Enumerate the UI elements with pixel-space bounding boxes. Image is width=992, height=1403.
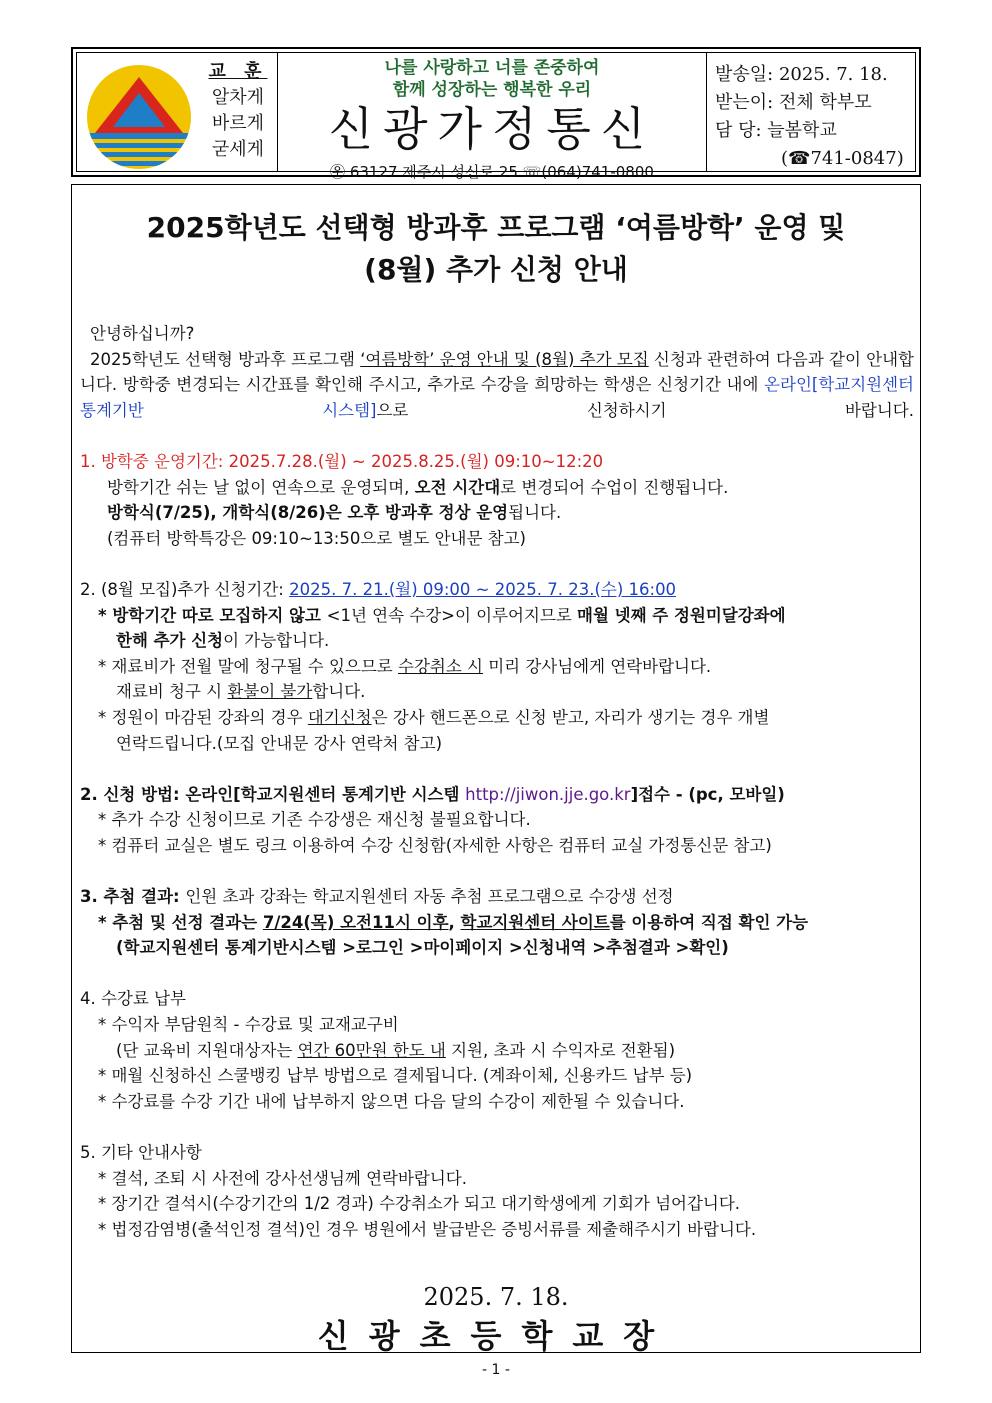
section-2-bullet-cont xyxy=(80,628,914,654)
text: 재료비 청구 시 xyxy=(116,682,228,702)
text: (단 교육비 지원대상자는 xyxy=(116,1040,298,1060)
jiwon-link[interactable]: http://jiwon.jje.go.kr xyxy=(465,784,631,804)
section-6-heading: 5. 기타 안내사항 xyxy=(80,1143,202,1162)
text: , xyxy=(448,912,461,932)
text: 2. 신청 방법: 온라인[학교지원센터 통계기반 시스템 xyxy=(80,784,466,804)
text: * 정원이 마감된 강좌의 경우 xyxy=(98,707,308,727)
manager-tel: (☎741-0847) xyxy=(781,148,904,169)
text: <1년 연속 수강>이 이루어지므로 xyxy=(326,605,578,625)
section-6-bullet: * 법정감염병(출석인정 결석)인 경우 병원에서 발급받은 증빙서류를 제출해주시기 바랍니다. xyxy=(98,1219,757,1239)
text: 학교지원센터 사이트 xyxy=(460,912,610,932)
text: 대기신청 xyxy=(307,707,372,727)
section-1-line: (컴퓨터 방학특강은 09:10~13:50으로 별도 안내문 참고) xyxy=(107,528,526,548)
section-2-bullet xyxy=(80,705,914,731)
section-2-bullet-cont: 연락드립니다.(모집 안내문 강사 연락처 참고) xyxy=(116,733,443,753)
motto-item: 굳세게 xyxy=(211,139,265,160)
page-number: - 1 - xyxy=(482,1362,510,1378)
section-6-bullet: * 장기간 결석시(수강기간의 1/2 경과) 수강취소가 되고 대기학생에게 기회가 넘어갑니다. xyxy=(98,1194,741,1214)
header-info xyxy=(707,53,915,171)
intro-text: 신청과 관련하여 다음과 같이 안내합니다. 방학중 변경되는 시간표를 확인해 주시고, 추가로 수강을 희망하는 학생은 신청기간 내에 xyxy=(80,349,914,395)
section-1-line xyxy=(80,475,914,501)
section-5-bullet-cont xyxy=(80,1038,914,1064)
section-2-bullet-cont xyxy=(80,679,914,705)
section-4-heading xyxy=(80,884,914,910)
document-body xyxy=(71,184,921,1353)
text: 이 가능합니다. xyxy=(223,631,330,651)
text: 지원, 초과 시 수익자로 전환됨) xyxy=(445,1040,676,1060)
school-logo xyxy=(85,63,193,171)
header-center xyxy=(278,53,707,181)
text: 방학기간 쉬는 날 없이 연속으로 운영되며, xyxy=(107,477,415,497)
section-4-bullet xyxy=(80,910,914,936)
section-4-path: (학교지원센터 통계기반시스템 >로그인 >마이페이지 >신청내역 >추첨결과 >확인) xyxy=(116,938,729,958)
text: ]접수 - (pc, 모바일) xyxy=(630,784,785,804)
greeting: 안녕하십니까? xyxy=(90,324,195,343)
school-motto xyxy=(205,59,271,163)
text: 합니다. xyxy=(312,682,366,702)
section-3-bullet: * 컴퓨터 교실은 별도 링크 이용하여 수강 신청함(자세한 사항은 컴퓨터 교실 가정통신문 참고) xyxy=(98,835,772,855)
intro-highlight: ‘여름방학’ 운영 안내 및 (8월) 추가 모집 xyxy=(360,349,649,369)
text: 수강취소 시 xyxy=(398,656,483,676)
motto-item: 바르게 xyxy=(211,113,265,134)
section-6-bullet: * 결석, 조퇴 시 사전에 강사선생님께 연락바랍니다. xyxy=(98,1168,467,1188)
principal-signature: 신광초등학교장 xyxy=(317,1317,675,1355)
text: 7/24(목) 오전11시 이후 xyxy=(262,912,449,932)
motto-item: 알차게 xyxy=(211,87,265,108)
text: 연간 60만원 한도 내 xyxy=(297,1040,446,1060)
text: 환불이 불가 xyxy=(227,682,313,702)
text: 됩니다. xyxy=(508,503,562,523)
newsletter-title: 신광가정통신 xyxy=(328,102,656,156)
title-line: 2025학년도 선택형 방과후 프로그램 ‘여름방학’ 운영 및 xyxy=(146,211,846,244)
recipient: 받는이: 전체 학부모 xyxy=(715,92,872,113)
section-5-bullet: * 수강료를 수강 기간 내에 납부하지 않으면 다음 달의 수강이 제한될 수 있습니다. xyxy=(98,1091,685,1111)
text: 매월 넷째 주 정원미달강좌에 xyxy=(577,605,786,625)
section-1-line xyxy=(80,500,914,526)
title-line: (8월) 추가 신청 안내 xyxy=(364,253,628,286)
section-2-heading xyxy=(80,577,914,603)
text: 를 이용하여 직접 확인 가능 xyxy=(609,912,809,932)
section-5-heading: 4. 수강료 납부 xyxy=(80,989,186,1009)
intro-system-name: 온라인[학교지원센터 통계기반 시스템] xyxy=(80,375,914,420)
slogan-line: 나를 사랑하고 너를 존중하여 xyxy=(384,58,600,78)
section-3-heading xyxy=(80,782,914,808)
document-content xyxy=(80,321,914,1242)
section-5-bullet: * 수익자 부담원칙 - 수강료 및 교재교구비 xyxy=(98,1015,399,1035)
text: 한해 추가 신청 xyxy=(116,631,224,651)
text: 방학식(7/25), 개학식(8/26)은 오후 방과후 정상 운영 xyxy=(107,503,509,523)
text: 오전 시간대 xyxy=(414,477,501,497)
section-1-heading: 1. 방학중 운영기간: 2025.7.28.(월) ~ 2025.8.25.(월) 09:10~12:20 xyxy=(80,451,604,471)
section-2-bullet xyxy=(80,654,914,680)
text: 은 강사 핸드폰으로 신청 받고, 자리가 생기는 경우 개별 xyxy=(371,707,770,727)
school-address: ㉾ 63127 제주시 성신로 25 ☏(064)741-0800 xyxy=(330,163,654,181)
text: 3. 추첨 결과: xyxy=(80,887,186,907)
application-period: 2025. 7. 21.(월) 09:00 ~ 2025. 7. 23.(수) 16:00 xyxy=(289,579,677,599)
text: 로 변경되어 수업이 진행됩니다. xyxy=(500,477,729,497)
slogan-line: 함께 성장하는 행복한 우리 xyxy=(392,80,592,100)
section-3-bullet: * 추가 수강 신청이므로 기존 수강생은 재신청 불필요합니다. xyxy=(98,810,531,830)
sent-date: 발송일: 2025. 7. 18. xyxy=(715,64,888,85)
section-2-bullet xyxy=(80,603,914,629)
closing-date: 2025. 7. 18. xyxy=(423,1283,569,1311)
newsletter-header xyxy=(71,47,921,181)
text: 인원 초과 강좌는 학교지원센터 자동 추첨 프로그램으로 수강생 선정 xyxy=(185,887,674,907)
intro-text: 으로 신청하시기 바랍니다. xyxy=(376,400,914,420)
text: * 방학기간 따로 모집하지 않고 xyxy=(98,605,327,625)
intro-text: 2025학년도 선택형 방과후 프로그램 xyxy=(90,349,361,369)
document-title xyxy=(72,207,920,291)
text: 2. (8월 모집)추가 신청기간: xyxy=(80,579,290,599)
manager: 담 당: 늘봄학교 xyxy=(715,120,837,141)
section-5-bullet: * 매월 신청하신 스쿨뱅킹 납부 방법으로 결제됩니다. (계좌이체, 신용카드 납부 등) xyxy=(98,1066,693,1086)
motto-title: 교 훈 xyxy=(208,61,268,82)
school-slogan xyxy=(278,57,706,101)
text: * 추첨 및 선정 결과는 xyxy=(98,912,263,932)
text: 미리 강사님에게 연락바랍니다. xyxy=(482,656,712,676)
school-emblem-area xyxy=(77,53,278,171)
text: * 재료비가 전월 말에 청구될 수 있으므로 xyxy=(98,656,398,676)
intro-paragraph xyxy=(80,347,914,424)
